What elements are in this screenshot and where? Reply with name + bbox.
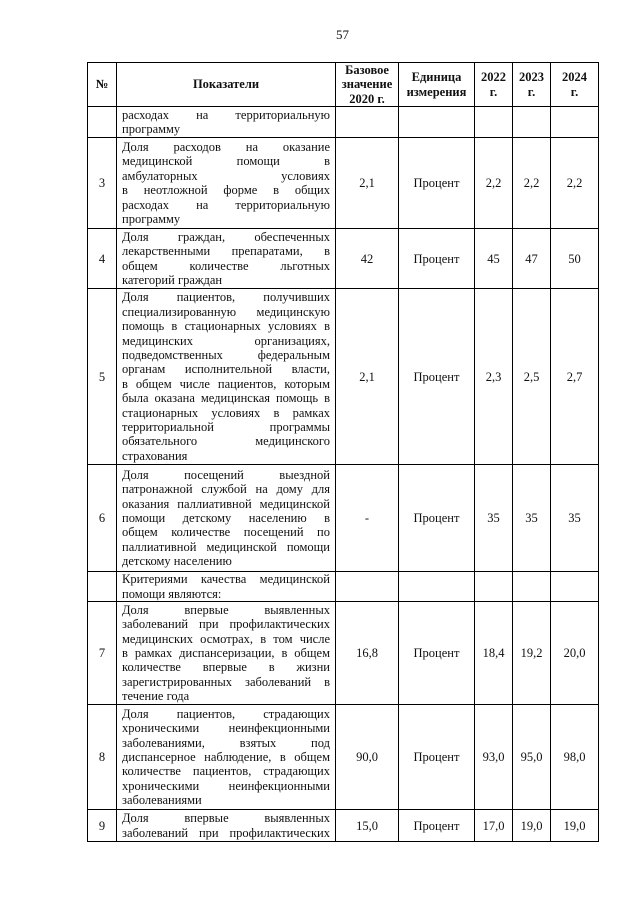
value-2024-cell: 19,0 [551, 810, 599, 842]
base-value-cell: 16,8 [336, 602, 399, 705]
row-number: 8 [88, 705, 117, 810]
indicator-text [122, 140, 330, 226]
header-base-value: Базовое значение 2020 г. [336, 63, 399, 107]
indicator-line: заболеваний при профилактических [122, 825, 330, 840]
indicator-cell [117, 705, 336, 810]
value-2023-cell: 19,0 [513, 810, 551, 842]
indicator-line: подведомственных федеральным [122, 347, 330, 362]
value-2023-cell [513, 107, 551, 138]
indicators-table [87, 62, 599, 842]
value-2023-cell: 35 [513, 465, 551, 572]
value-2023-cell [513, 572, 551, 602]
indicator-line: заболеваниями [122, 793, 202, 808]
unit-cell: Процент [399, 602, 475, 705]
base-value-cell: - [336, 465, 399, 572]
unit-cell: Процент [399, 229, 475, 289]
indicator-line: заболеваний при профилактических [122, 617, 330, 632]
indicator-cell [117, 107, 336, 138]
unit-cell: Процент [399, 810, 475, 842]
base-value-cell [336, 107, 399, 138]
header-indicator: Показатели [117, 63, 336, 107]
value-2022-cell: 2,3 [475, 289, 513, 465]
value-2023-cell: 2,5 [513, 289, 551, 465]
indicator-line: программу [122, 122, 181, 137]
unit-cell: Процент [399, 465, 475, 572]
indicator-line: обязательного медицинского [122, 434, 330, 449]
value-2024-cell: 35 [551, 465, 599, 572]
value-2022-cell: 18,4 [475, 602, 513, 705]
indicator-line: медицинских осмотрах, в том числе [122, 631, 330, 646]
indicator-cell [117, 810, 336, 842]
row-number: 6 [88, 465, 117, 572]
indicator-line: общем количестве льготных [122, 258, 330, 273]
row-number: 3 [88, 138, 117, 229]
indicator-line: заболеваниями, взятых под [122, 735, 330, 750]
table-row [88, 229, 599, 289]
indicator-line: помощи являются: [122, 586, 222, 601]
indicator-line: расходах на территориальную [122, 197, 330, 212]
value-2022-cell: 45 [475, 229, 513, 289]
value-2022-cell: 93,0 [475, 705, 513, 810]
row-number [88, 572, 117, 602]
indicator-cell [117, 289, 336, 465]
table-row [88, 572, 599, 602]
indicator-cell [117, 602, 336, 705]
indicator-cell [117, 572, 336, 602]
indicator-line: Доля расходов на оказание [122, 140, 330, 154]
indicator-line: хроническими неинфекционными [122, 721, 330, 736]
base-value-cell: 15,0 [336, 810, 399, 842]
value-2022-cell [475, 572, 513, 602]
value-2024-cell: 98,0 [551, 705, 599, 810]
indicator-line: зарегистрированных заболеваний в [122, 674, 330, 689]
indicator-text [122, 811, 330, 840]
base-value-cell: 2,1 [336, 138, 399, 229]
table-row [88, 289, 599, 465]
indicator-text [122, 603, 330, 704]
indicator-line: количестве впервые в жизни [122, 660, 330, 675]
row-number: 4 [88, 229, 117, 289]
indicator-line: Доля впервые выявленных [122, 811, 330, 826]
value-2022-cell: 17,0 [475, 810, 513, 842]
table-row [88, 465, 599, 572]
indicator-line: диспансерное наблюдение, в общем [122, 750, 330, 765]
unit-cell: Процент [399, 705, 475, 810]
indicator-line: территориальной программы [122, 419, 330, 434]
row-number: 5 [88, 289, 117, 465]
value-2024-cell: 20,0 [551, 602, 599, 705]
indicator-text [122, 290, 330, 463]
indicator-line: была оказана медицинская помощь в [122, 391, 330, 406]
value-2023-cell: 19,2 [513, 602, 551, 705]
value-2023-cell: 47 [513, 229, 551, 289]
base-value-cell [336, 572, 399, 602]
header-unit: Единица измерения [399, 63, 475, 107]
indicator-line: медицинских организациях, [122, 333, 330, 348]
base-value-cell: 2,1 [336, 289, 399, 465]
base-value-cell: 90,0 [336, 705, 399, 810]
unit-cell [399, 107, 475, 138]
value-2024-cell [551, 107, 599, 138]
indicator-line: хроническими неинфекционными [122, 778, 330, 793]
indicator-line: специализированную медицинскую [122, 304, 330, 319]
table-row [88, 602, 599, 705]
indicator-text [122, 572, 330, 601]
header-number: № [88, 63, 117, 107]
indicator-cell [117, 229, 336, 289]
indicator-line: Доля пациентов, получивших [122, 290, 330, 305]
table-row [88, 705, 599, 810]
indicator-line: количестве пациентов, страдающих [122, 764, 330, 779]
indicator-line: в неотложной форме в общих [122, 183, 330, 198]
value-2022-cell: 2,2 [475, 138, 513, 229]
header-2024: 2024 г. [551, 63, 599, 107]
table-row [88, 810, 599, 842]
header-2023: 2023 г. [513, 63, 551, 107]
indicator-line: патронажной службой на дому для [122, 482, 330, 497]
value-2022-cell [475, 107, 513, 138]
indicator-line: в рамках диспансеризации, в общем [122, 646, 330, 661]
indicator-line: паллиативной медицинской помощи [122, 539, 330, 554]
table-row [88, 107, 599, 138]
unit-cell: Процент [399, 138, 475, 229]
indicator-line: медицинской помощи в [122, 154, 330, 169]
indicator-line: течение года [122, 689, 190, 704]
indicator-cell [117, 465, 336, 572]
value-2023-cell: 2,2 [513, 138, 551, 229]
indicator-cell [117, 138, 336, 229]
indicator-line: Доля впервые выявленных [122, 602, 330, 617]
page-number: 57 [336, 27, 349, 42]
indicator-line: Доля граждан, обеспеченных [122, 229, 330, 244]
indicator-line: помощи детскому населению в [122, 511, 330, 526]
header-2022: 2022 г. [475, 63, 513, 107]
row-number: 7 [88, 602, 117, 705]
indicator-line: органам исполнительной власти, [122, 362, 330, 377]
value-2024-cell: 2,2 [551, 138, 599, 229]
indicator-line: детскому населению [122, 554, 232, 569]
indicator-line: общем количестве посещений по [122, 525, 330, 540]
row-number: 9 [88, 810, 117, 842]
indicator-line: в общем числе пациентов, которым [122, 376, 330, 391]
indicator-text [122, 707, 330, 808]
indicator-line: страхования [122, 448, 188, 463]
row-number [88, 107, 117, 138]
indicator-line: стационарных условиях в рамках [122, 405, 330, 420]
indicator-text [122, 108, 330, 137]
indicator-line: помощь в стационарных условиях в [122, 319, 330, 334]
indicator-line: оказания паллиативной медицинской [122, 496, 330, 511]
indicator-line: расходах на территориальную [122, 107, 330, 122]
value-2022-cell: 35 [475, 465, 513, 572]
indicator-line: программу [122, 212, 181, 227]
indicator-line: Доля посещений выездной [122, 467, 330, 482]
indicator-line: амбулаторных условиях [122, 168, 330, 183]
indicator-line: Критериями качества медицинской [122, 572, 330, 587]
value-2024-cell [551, 572, 599, 602]
unit-cell: Процент [399, 289, 475, 465]
indicator-text [122, 230, 330, 288]
indicator-text [122, 468, 330, 569]
indicator-line: лекарственными препаратами, в [122, 244, 330, 259]
indicator-line: Доля пациентов, страдающих [122, 706, 330, 721]
value-2024-cell: 50 [551, 229, 599, 289]
value-2023-cell: 95,0 [513, 705, 551, 810]
table-header-row [88, 63, 599, 107]
indicator-line: категорий граждан [122, 273, 223, 288]
base-value-cell: 42 [336, 229, 399, 289]
value-2024-cell: 2,7 [551, 289, 599, 465]
table-row [88, 138, 599, 229]
unit-cell [399, 572, 475, 602]
